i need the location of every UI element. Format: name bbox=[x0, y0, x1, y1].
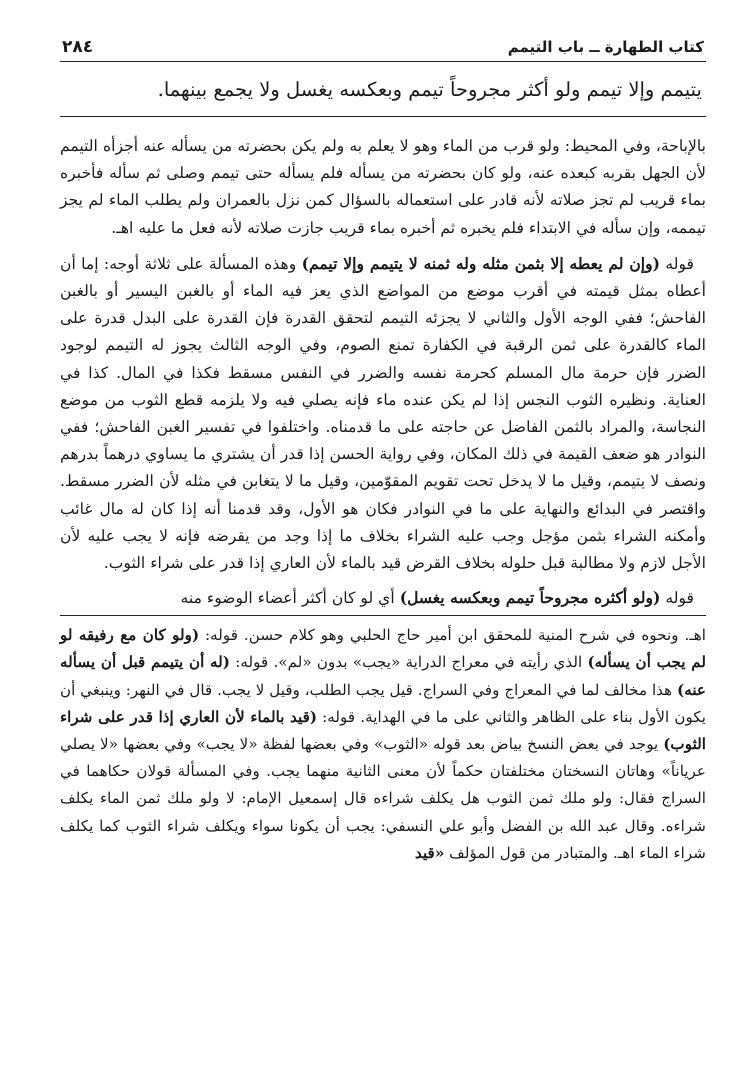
commentary-paragraph-3 bbox=[60, 585, 706, 611]
footnote-separator bbox=[60, 615, 706, 616]
header-rule bbox=[60, 61, 706, 62]
footnote-text: يوجد في بعض النسخ بياض بعد قوله «الثوب» وفي بعضها لفظة «لا يجب» وفي بعضها «لا يصلي عرياناً» وهاتان النسختان مختلفتان حكماً لأن معنى الثانية منهما يجب. وفي المسألة قولان حكاهما في السراج فقال: ولو ملك ثمن الثوب هل يكلف شراءه قال إسمعيل الإمام: لا ولو ملك ثمن الماء يكلف شراءه. وقال عبد الله بن الفضل وأبو علي النسفي: يجب أن يكونا سواء ويكلف شراء الثوب كما يكلف شراء الماء اهـ. والمتبادر من قول المؤلف bbox=[60, 735, 706, 862]
footnote-text: الذي رأيته في معراج الدراية «يجب» بدون «لم». قوله: bbox=[230, 653, 588, 672]
matn-separator bbox=[60, 116, 706, 117]
commentary-block bbox=[60, 133, 706, 577]
footnote-quote: (ولو كان مع رفيقه لو لم يجب أن يسأله) bbox=[60, 626, 706, 672]
matn-text: يتيمم وإلا تيمم ولو أكثر مجروحاً تيمم وبعكسه يغسل ولا يجمع بينهما. bbox=[157, 78, 702, 101]
commentary-paragraph-2 bbox=[60, 250, 706, 577]
commentary-paragraph-1: بالإباحة، وفي المحيط: ولو قرب من الماء وهو لا يعلم به ولم يكن بحضرته من يسأله عنه أجزأه التيمم لأن الجهل بقربه كبعده عنه، ولو كان بحضرته من يسأله فلم يسأله حتى تيمم وصلى ثم سأله فأخبره بماء قريب لم تجز صلاته لأنه قادر على استعماله بالسؤال كمن نزل بالعمران ولم يطلب الماء لم يجز تيممه، وإن سأله في الابتداء فلم يخبره ثم أخبره بماء قريب جازت صلاته لأنه فعل ما عليه اهـ. bbox=[60, 137, 706, 237]
commentary-lead: قوله bbox=[660, 589, 694, 608]
commentary-body: وهذه المسألة على ثلاثة أوجه: إما أن أعطاه بمثل قيمته في أقرب موضع من المواضع الذي يعز فيه الماء أو بالغبن اليسير أو بالغبن الفاحش؛ ففي الوجه الأول والثاني لا يجزئه التيمم لتحقق القدرة فإن القدرة على البدل قدرة على الماء كالقدرة على ثمن الرقبة في الكفارة تمنع الصوم، وفي الوجه الثالث يجوز له التيمم لوجود الضرر فإن حرمة مال المسلم كحرمة نفسه والضرر في النفس مسقط فكذا في المال. كذا في العناية. ونظيره الثوب النجس إذا لم يكن عنده ماء فإنه يصلي فيه ولا يلزمه قطع الثوب من موضع النجاسة، والمراد بالثمن الفاضل عن حاجته على ما قدمناه. واختلفوا في تفسير الغبن الفاحش؛ ففي النوادر هو ضعف القيمة في ذلك المكان، وفي رواية الحسن إذا قدر أن يشتري ما يساوي درهماً بدرهم ونصف لا يتيمم، وقيل ما لا يدخل تحت تقويم المقوّمين، وقيل ما لا يتغابن في مثله لأن الضرر مسقط. واقتصر في البدائع والنهاية على ما في النوادر فكان هو الأول، وقد قدمنا أنه إذا كان له مال غائب وأمكنه الشراء بثمن مؤجل وجب عليه الشراء بخلاف ما إذا وجد من يقرضه فإنه لا يجب عليه لأن الأجل لازم ولا مطالبة قبل حلوله بخلاف القرض قيد بالماء لأن العاري إذا قدر على شراء الثوب. bbox=[60, 254, 706, 573]
page-number: ٢٨٤ bbox=[62, 37, 94, 57]
running-title: كتاب الطهارة ــ باب التيمم bbox=[507, 38, 704, 56]
quoted-matn: (ولو أكثره مجروحاً تيمم وبعكسه يغسل) bbox=[399, 588, 661, 608]
quoted-matn: (وإن لم يعطه إلا بثمن مثله وله ثمنه لا يتيمم وإلا تيمم) bbox=[301, 253, 661, 273]
commentary-lead: قوله bbox=[660, 254, 694, 273]
footnote-text: اهـ. ونحوه في شرح المنية للمحقق ابن أمير حاج الحلبي وهو كلام حسن. قوله: bbox=[199, 626, 706, 645]
page-header bbox=[60, 36, 706, 61]
footnote-quote: (قيد بالماء لأن العاري إذا قدر على شراء الثوب) bbox=[60, 707, 706, 754]
commentary-body: أي لو كان أكثر أعضاء الوضوء منه bbox=[180, 589, 400, 608]
footnote-block bbox=[60, 622, 706, 867]
footnote-quote: «قيد bbox=[415, 843, 445, 862]
footnote-quote: (له أن يتيمم قبل أن يسأله عنه) bbox=[60, 653, 706, 699]
book-page bbox=[60, 36, 706, 867]
footnote-text: هذا مخالف لما في المعراج وفي السراج. قيل يجب الطلب، وقيل لا يجب. قال في النهر: وينبغي أن يكون الأول بناء على الظاهر والثاني على ما في الهداية. قوله: bbox=[60, 680, 706, 726]
